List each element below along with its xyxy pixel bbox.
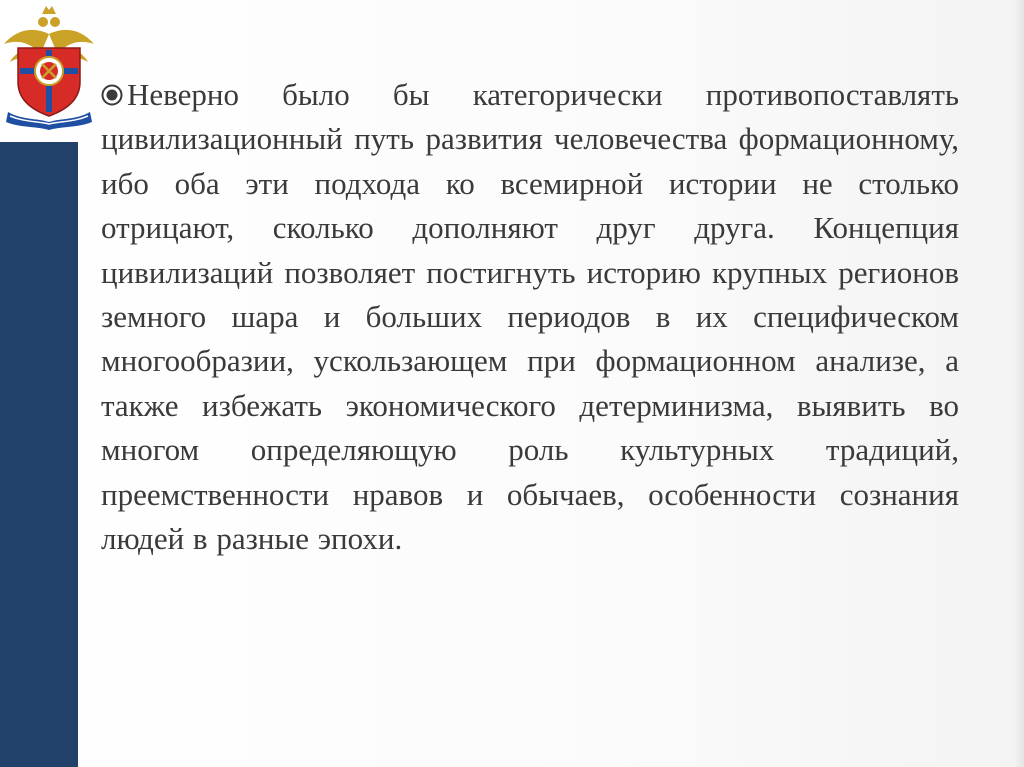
paragraph-text: Неверно было бы категорически противопоставлять цивилизационный путь развития человечества формационному, ибо оба эти подхода ко всемирной истории не столько отрицают, сколько дополняют друг друга. Концепция цивилизаций позволяет постигнуть историю крупных регионов земного шара и больших периодов в их специфическом многообразии, ускользающем при формационном анализе, а также избежать экономического детерминизма, выявить во многом определяющую роль культурных традиций, преемственности нравов и обычаев, особенности сознания людей в разные эпохи. (101, 77, 959, 557)
police-academy-emblem-icon (2, 0, 96, 130)
side-accent-bar (0, 142, 78, 767)
circled-dot-bullet-icon (101, 84, 123, 106)
slide-paragraph (101, 73, 959, 561)
right-edge-shadow (1014, 0, 1024, 767)
